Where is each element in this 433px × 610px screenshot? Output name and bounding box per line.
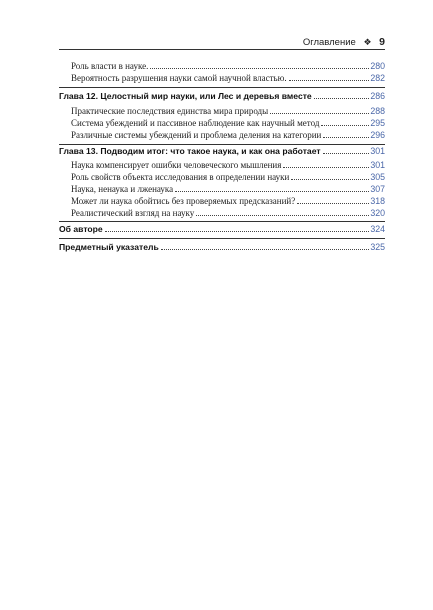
- toc-entry-title: Наука, ненаука и лженаука: [71, 184, 174, 194]
- leader-dots: [323, 137, 369, 138]
- running-header-title: Оглавление: [302, 37, 356, 48]
- toc-chapter-page: 325: [370, 242, 385, 252]
- toc-entry[interactable]: [59, 130, 385, 142]
- leader-dots: [283, 167, 369, 168]
- toc-chapter-page: 324: [370, 224, 385, 234]
- toc-entry[interactable]: [59, 160, 385, 172]
- toc-entry[interactable]: [59, 172, 385, 184]
- leader-dots: [196, 215, 369, 216]
- toc-chapter-title: Предметный указатель: [59, 242, 159, 252]
- toc-entry-page: 282: [370, 73, 385, 83]
- toc-chapter-page: 301: [370, 146, 385, 156]
- leader-dots: [105, 231, 370, 232]
- toc-entry-page: 288: [370, 106, 385, 116]
- toc-entry-title: Роль свойств объекта исследования в определении науки: [71, 172, 290, 182]
- leader-dots: [270, 113, 369, 114]
- leader-dots: [297, 203, 369, 204]
- section-divider: [59, 238, 385, 239]
- toc-entry-page: 296: [370, 130, 385, 140]
- toc-entry-title: Наука компенсирует ошибки человеческого мышления: [71, 160, 282, 170]
- toc-entry[interactable]: [59, 184, 385, 196]
- toc-chapter[interactable]: [59, 91, 385, 103]
- leader-dots: [291, 179, 369, 180]
- leader-dots: [323, 153, 370, 154]
- toc-entry-title: Различные системы убеждений и проблема деления на категории: [71, 130, 322, 140]
- leader-dots: [161, 249, 370, 250]
- toc-entry[interactable]: [59, 73, 385, 85]
- toc-chapter[interactable]: [59, 146, 385, 158]
- toc-entry-title: Может ли наука обойтись без проверяемых предсказаний?: [71, 196, 296, 206]
- leader-dots: [150, 68, 369, 69]
- toc-entry[interactable]: [59, 118, 385, 130]
- toc-entry[interactable]: [59, 106, 385, 118]
- toc-entry-title: Реалистический взгляд на науку: [71, 208, 195, 218]
- section-divider: [59, 221, 385, 222]
- running-header: [59, 34, 385, 50]
- toc-entry[interactable]: [59, 208, 385, 220]
- page-number: 9: [379, 36, 385, 48]
- toc-entry-page: 301: [370, 160, 385, 170]
- toc-chapter-title: Глава 13. Подводим итог: что такое наука, и как она работает: [59, 146, 321, 156]
- toc-entry[interactable]: [59, 196, 385, 208]
- toc-chapter-title: Об авторе: [59, 224, 103, 234]
- diamond-ornament-icon: ❖: [363, 37, 372, 47]
- toc-entry-title: Система убеждений и пассивное наблюдение как научный метод: [71, 118, 320, 128]
- toc-entry-page: 320: [370, 208, 385, 218]
- toc-chapter-page: 286: [370, 91, 385, 101]
- section-divider: [59, 144, 385, 145]
- toc-entry-page: 295: [370, 118, 385, 128]
- toc-entry[interactable]: [59, 61, 385, 73]
- toc-entry-title: Практические последствия единства мира природы: [71, 106, 269, 116]
- leader-dots: [314, 98, 370, 99]
- header-rule: [59, 49, 385, 50]
- toc-entry-page: 280: [370, 61, 385, 71]
- toc-entry-title: Роль власти в науке.: [71, 61, 149, 71]
- toc-entry-page: 305: [370, 172, 385, 182]
- toc-entry-page: 318: [370, 196, 385, 206]
- toc-entry-page: 307: [370, 184, 385, 194]
- toc-chapter[interactable]: [59, 242, 385, 254]
- section-divider: [59, 87, 385, 88]
- leader-dots: [321, 125, 369, 126]
- leader-dots: [289, 80, 370, 81]
- toc-chapter[interactable]: [59, 224, 385, 236]
- toc-entry-title: Вероятность разрушения науки самой научной властью.: [71, 73, 287, 83]
- toc-chapter-title: Глава 12. Целостный мир науки, или Лес и деревья вместе: [59, 91, 312, 101]
- leader-dots: [175, 191, 369, 192]
